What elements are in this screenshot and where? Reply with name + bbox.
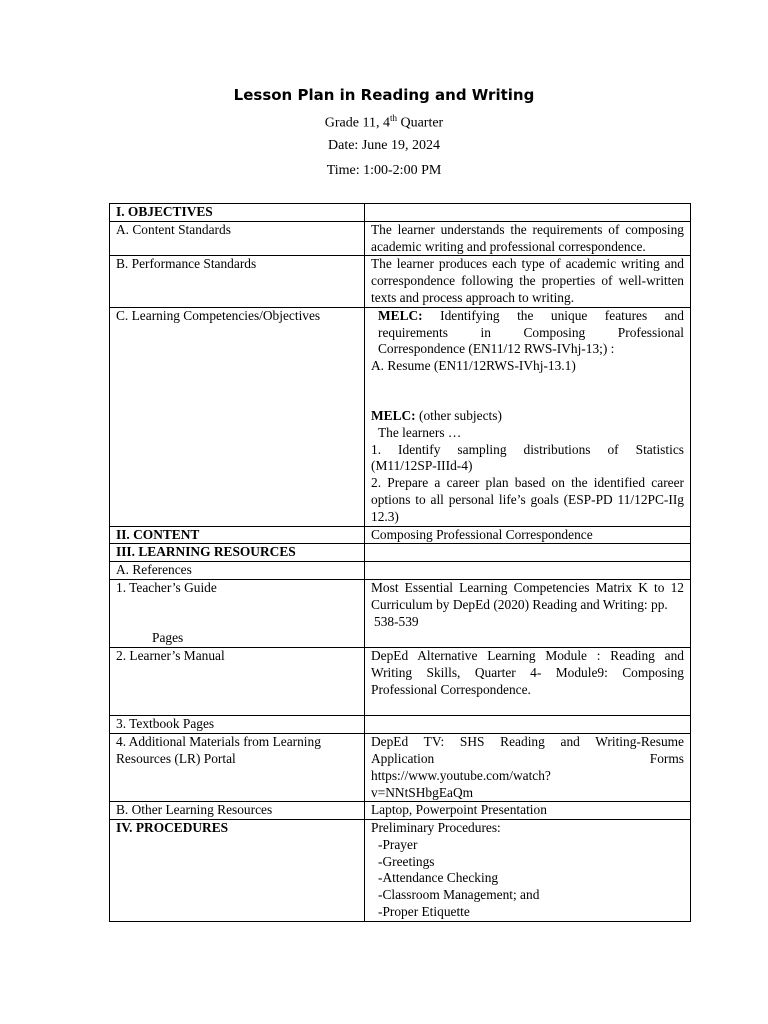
melc-text: Identifying the unique features and requirements in Composing Professional Correspondence (EN11/12 RWS-IVhj-13;) : bbox=[378, 307, 684, 357]
grade-quarter bbox=[0, 113, 768, 132]
spacer bbox=[116, 597, 358, 631]
learners-manual-text bbox=[365, 648, 691, 716]
empty-cell bbox=[365, 716, 691, 734]
spacer bbox=[371, 375, 684, 408]
table-row bbox=[110, 307, 691, 526]
procedure-step: -Attendance Checking bbox=[378, 870, 499, 886]
table-row bbox=[110, 221, 691, 256]
spacer bbox=[371, 699, 684, 716]
content-standards-label: A. Content Standards bbox=[110, 221, 365, 256]
lesson-date: Date: June 19, 2024 bbox=[328, 138, 440, 153]
learners-manual-content: DepEd Alternative Learning Module : Reading and Writing Skills, Quarter 4- Module9: Composing Professional Correspondence. bbox=[371, 648, 684, 697]
objective-item-2: 2. Prepare a career plan based on the identified career options to all personal life’s goals (ESP-PD 11/12PC-IIg 12.3) bbox=[371, 475, 684, 524]
procedure-step: -Proper Etiquette bbox=[378, 904, 470, 920]
table-row bbox=[110, 204, 691, 222]
procedures-cell bbox=[365, 820, 691, 922]
competencies-label: C. Learning Competencies/Objectives bbox=[110, 307, 365, 526]
melc-other-text: (other subjects) bbox=[415, 407, 502, 423]
content-standards-text: The learner understands the requirements of composing academic writing and professional correspondence. bbox=[365, 221, 691, 256]
resources-heading: III. LEARNING RESOURCES bbox=[110, 544, 365, 562]
table-row bbox=[110, 820, 691, 922]
grade-suffix: Quarter bbox=[396, 115, 444, 131]
procedure-step: -Prayer bbox=[378, 836, 418, 852]
document-title: Lesson Plan in Reading and Writing bbox=[233, 86, 535, 104]
melc-other bbox=[371, 408, 684, 425]
teachers-guide-pages: 538-539 bbox=[374, 613, 419, 629]
teachers-guide-text: Most Essential Learning Competencies Matrix K to 12 Curriculum by DepEd (2020) Reading and Writing: pp. bbox=[371, 579, 684, 612]
learners-intro: The learners … bbox=[378, 424, 462, 440]
grade-prefix: Grade 11, 4 bbox=[324, 115, 390, 131]
teachers-guide-label: 1. Teacher’s Guide bbox=[116, 579, 217, 595]
lr-portal-label: 4. Additional Materials from Learning Resources (LR) Portal bbox=[110, 734, 365, 802]
references-label: A. References bbox=[110, 562, 365, 580]
empty-cell bbox=[365, 204, 691, 222]
lr-portal-url-line-2: v=NNtSHbgEaQm bbox=[371, 784, 474, 800]
textbook-label: 3. Textbook Pages bbox=[110, 716, 365, 734]
melc-item: A. Resume (EN11/12RWS-IVhj-13.1) bbox=[371, 358, 576, 374]
procedure-step: -Classroom Management; and bbox=[378, 887, 540, 903]
lr-portal-cell bbox=[365, 734, 691, 802]
table-row bbox=[110, 802, 691, 820]
empty-cell bbox=[365, 544, 691, 562]
other-resources-label: B. Other Learning Resources bbox=[110, 802, 365, 820]
table-row bbox=[110, 579, 691, 647]
content-text: Composing Professional Correspondence bbox=[365, 526, 691, 544]
competencies-text bbox=[365, 307, 691, 526]
table-row bbox=[110, 734, 691, 802]
objective-item-1: 1. Identify sampling distributions of Statistics (M11/12SP-IIId-4) bbox=[371, 441, 684, 474]
procedures-heading: IV. PROCEDURES bbox=[110, 820, 365, 922]
other-resources-text: Laptop, Powerpoint Presentation bbox=[365, 802, 691, 820]
learners-manual-label: 2. Learner’s Manual bbox=[110, 648, 365, 716]
lesson-plan-table bbox=[109, 203, 691, 922]
lesson-time: Time: 1:00-2:00 PM bbox=[326, 163, 442, 178]
melc-other-label: MELC: bbox=[371, 407, 416, 423]
melc-label: MELC: bbox=[378, 307, 423, 323]
table-row bbox=[110, 544, 691, 562]
grade-superscript: th bbox=[389, 113, 397, 123]
table-row bbox=[110, 256, 691, 307]
procedures-intro: Preliminary Procedures: bbox=[371, 820, 501, 836]
lr-portal-url-line-1: https://www.youtube.com/watch? bbox=[371, 767, 551, 783]
procedure-step: -Greetings bbox=[378, 853, 435, 869]
table-row bbox=[110, 716, 691, 734]
lr-portal-text: DepEd TV: SHS Reading and Writing-Resume Application Forms bbox=[371, 734, 684, 766]
table-row bbox=[110, 562, 691, 580]
objectives-heading: I. OBJECTIVES bbox=[110, 204, 365, 222]
table-row bbox=[110, 526, 691, 544]
pages-label: Pages bbox=[152, 630, 184, 646]
teachers-guide-text-cell bbox=[365, 579, 691, 647]
performance-standards-label: B. Performance Standards bbox=[110, 256, 365, 307]
teachers-guide-cell bbox=[110, 579, 365, 647]
melc-paragraph bbox=[371, 308, 684, 358]
table-row bbox=[110, 648, 691, 716]
performance-standards-text: The learner produces each type of academic writing and correspondence following the properties of well-written texts and process approach to writing. bbox=[365, 256, 691, 307]
empty-cell bbox=[365, 562, 691, 580]
content-heading: II. CONTENT bbox=[110, 526, 365, 544]
